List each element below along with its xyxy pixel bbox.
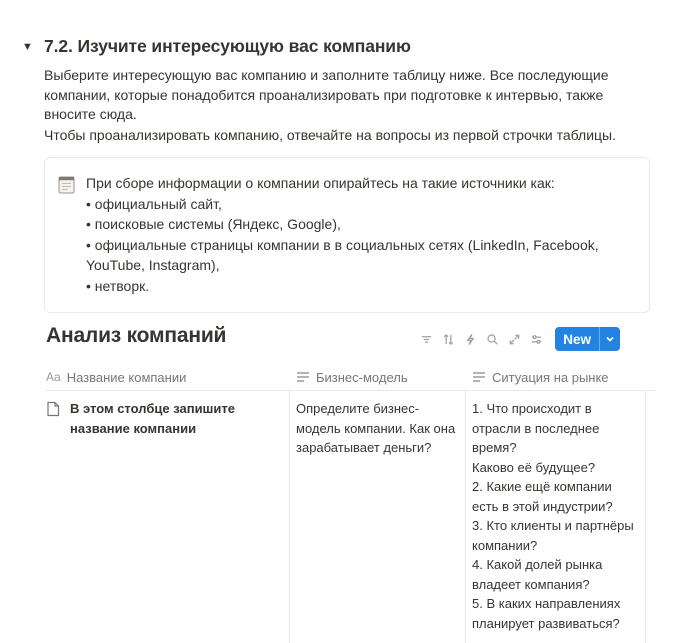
cell-market[interactable]	[466, 391, 646, 643]
database-title[interactable]: Анализ компаний	[46, 324, 227, 347]
automation-icon[interactable]	[459, 328, 481, 350]
text-lines-icon	[296, 371, 310, 383]
section-title: 7.2. Изучите интересующую вас компанию	[44, 36, 411, 56]
table-row[interactable]	[46, 391, 656, 643]
title-property-icon: Aa	[46, 370, 61, 384]
chevron-down-icon[interactable]	[599, 327, 620, 351]
filter-icon[interactable]	[415, 328, 437, 350]
intro-paragraph: Выберите интересующую вас компанию и заполните таблицу ниже. Все последующие компании, которые понадобится проанализировать при подготовке к интервью, также вносите сюда.	[44, 67, 609, 122]
market-line: 2. Какие ещё компании есть в этой индустрии?	[472, 479, 613, 514]
market-line: 1. Что происходит в отрасли в последнее время?	[472, 401, 600, 455]
market-line: 5. В каких направлениях планирует развиваться?	[472, 596, 621, 631]
search-icon[interactable]	[481, 328, 503, 350]
market-line: 4. Какой долей рынка владеет компания?	[472, 557, 603, 592]
notepad-icon	[58, 175, 75, 194]
settings-sliders-icon[interactable]	[525, 328, 547, 350]
sort-icon[interactable]	[437, 328, 459, 350]
market-line: 3. Кто клиенты и партнёры компании?	[472, 518, 634, 553]
table-header	[46, 364, 656, 391]
market-line: Каково её будущее?	[472, 459, 596, 475]
callout-item: • поисковые системы (Яндекс, Google),	[86, 216, 341, 232]
column-label: Название компании	[66, 369, 187, 385]
intro-paragraph-2: Чтобы проанализировать компанию, отвечайте на вопросы из первой строчки таблицы.	[44, 127, 617, 143]
callout-lead: При сборе информации о компании опирайтесь на такие источники как:	[86, 175, 555, 191]
column-header-market[interactable]	[466, 370, 646, 385]
callout-item: • официальный сайт,	[86, 195, 222, 212]
expand-icon[interactable]	[503, 328, 525, 350]
info-callout	[44, 157, 650, 313]
new-button-label[interactable]: New	[563, 331, 591, 347]
column-label: Ситуация на рынке	[492, 369, 609, 385]
callout-item: • нетворк.	[86, 277, 150, 294]
column-header-business-model[interactable]	[290, 370, 466, 385]
database-toolbar	[415, 327, 620, 351]
section-toggle[interactable]	[22, 36, 411, 57]
companies-table	[46, 364, 656, 643]
new-button[interactable]	[555, 327, 620, 351]
toggle-arrow-icon[interactable]: ▼	[22, 40, 33, 53]
callout-item: • официальные страницы компании в в социальных сетях (LinkedIn, Facebook, YouTube, Instagram),	[86, 236, 599, 273]
column-label: Бизнес-модель	[316, 369, 408, 385]
column-header-name[interactable]	[46, 370, 290, 385]
company-name[interactable]: В этом столбце запишите название компании	[70, 401, 235, 436]
cell-name[interactable]	[46, 391, 290, 643]
cell-business-model[interactable]: Определите бизнес-модель компании. Как она зарабатывает деньги?	[290, 391, 466, 643]
text-lines-icon	[472, 371, 486, 383]
page-icon	[46, 401, 60, 417]
